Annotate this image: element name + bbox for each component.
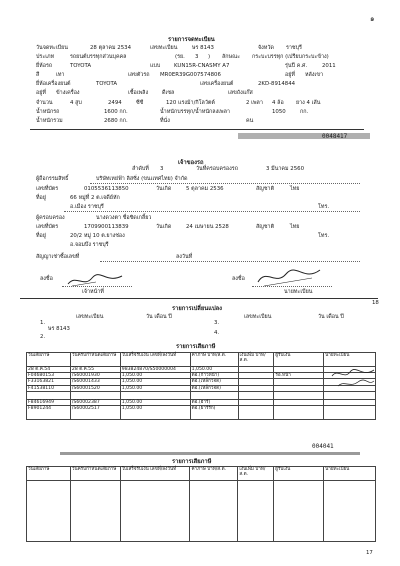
possessor-id-value: 1709900113839 — [84, 224, 129, 230]
tax-cell: 28 ต.ค.54 — [27, 367, 71, 373]
tax-table — [26, 352, 376, 420]
tax-header-due: วันครบกำหนดเสียภาษี — [70, 353, 120, 367]
reg-fuel-value: ดีเซล — [162, 90, 175, 96]
reg-wheels-value: 4 ล้อ — [272, 100, 284, 106]
officer-label: เจ้าหน้าที่ — [82, 289, 104, 295]
holder-id-label: เลขที่บัตร — [36, 186, 59, 192]
tax2-header-amount: ค่าภาษี บาท/ส.ต. — [190, 467, 238, 481]
tax2-cell — [70, 481, 120, 542]
reg-load-label: น้ำหนักบรรทุก/น้ำหนักลงเพลา — [160, 109, 230, 115]
contract-label: สัญญาเช่าซื้อเลขที่ — [36, 254, 80, 260]
possessor-id-label: เลขที่บัตร — [36, 224, 59, 230]
tax-cell: รอ.หน้า — [274, 373, 324, 379]
reg-style-value: กระบะบรรทุก (เปรียบกระบะข้าง) — [252, 54, 329, 60]
reg-date-label: วันจดทะเบียน — [36, 45, 68, 51]
tax-row — [27, 406, 376, 420]
tax-cell — [274, 391, 324, 399]
bottom-page-number: 17 — [366, 550, 373, 556]
scan-strip — [238, 133, 370, 139]
possessor-dob-value: 24 เมษายน 2528 — [186, 224, 229, 230]
reg-weight-value: 1600 กก. — [104, 109, 128, 115]
reg-engine-at-value: ข้างเครื่อง — [56, 90, 80, 96]
tax-cell: F8901244 — [27, 406, 71, 420]
reg-hp-value: 120 แรงม้า/กิโลวัตต์ — [166, 100, 215, 106]
reg-model-label: แบบ — [150, 63, 161, 69]
tax-header-receiver: ผู้รับเงิน — [274, 353, 324, 367]
tax2-cell — [324, 481, 376, 542]
tax-cell: ตอ.(ก้าวหน้า) — [190, 373, 238, 379]
changes-regno-label-1: เลขทะเบียน — [76, 314, 104, 320]
scan-number: 0048417 — [322, 133, 348, 140]
possessor-tel-label: โทร. — [318, 233, 330, 239]
possessor-addr-label: ที่อยู่ — [36, 233, 46, 239]
reg-at-value: หลังเขา — [305, 72, 324, 78]
holder-addr-underline — [64, 211, 360, 212]
tax-cell — [238, 406, 274, 420]
reg-engine-brand-label: ยี่ห้อเครื่องยนต์ — [36, 81, 71, 87]
tax-cell: 1,050.00 — [120, 399, 190, 405]
reg-fuel-label: เชื้อเพลิง — [128, 90, 149, 96]
tax-cell: /S60002387 — [70, 399, 120, 405]
changes-regno-label-2: เลขทะเบียน — [244, 314, 272, 320]
tax-cell: F84616949 — [27, 399, 71, 405]
tax-cell: 28 ต.ค.55 — [70, 367, 120, 373]
reg-cc-value: 2494 — [108, 100, 122, 106]
possessor-dob-label: วันเกิด — [156, 224, 172, 230]
holder-underline — [90, 183, 360, 184]
reg-style-label: ลักษณะ — [222, 54, 241, 60]
tax2-cell — [238, 481, 274, 542]
reg-load-unit: กก. — [300, 109, 309, 115]
reg-tank-label: เลขถังแก๊ส — [228, 90, 253, 96]
holder-addr-line1: 66 หมู่ที่ 2 ต.เจดีย์หัก — [70, 195, 120, 201]
reg-load-value: 1050 — [272, 109, 286, 115]
corner-mark: ๑ — [370, 15, 375, 23]
tax-header-amount: ค่าภาษี บาท/ส.ต. — [190, 353, 238, 367]
holder-tel-label: โทร. — [318, 204, 330, 210]
owner-date-label: วันที่ครอบครองรถ — [196, 166, 238, 172]
tax-title: รายการเสียภาษี — [176, 344, 216, 350]
holder-nat-value: ไทย — [290, 186, 300, 192]
mid-divider — [20, 298, 378, 299]
tax2-cell — [120, 481, 190, 542]
reg-at-label: อยู่ที่ — [285, 72, 295, 78]
tax2-header-receipt: ใบเสร็จรับเงิน เลขที่/ลงวันที่ — [120, 467, 190, 481]
tax2-header-due: วันครบกำหนดเสียภาษี — [70, 467, 120, 481]
reg-rs-label: (รย. — [175, 54, 185, 60]
right-mark: 18 — [372, 300, 379, 306]
reg-model-year-value: 2011 — [322, 63, 336, 69]
reg-brand-label: ยี่ห้อรถ — [36, 63, 53, 69]
reg-color-value: เทา — [56, 72, 65, 78]
tax-cell: 1,050.00 — [120, 373, 190, 379]
tax2-empty-row — [27, 481, 376, 542]
tax-header-row — [27, 353, 376, 367]
tax-cell: ตอ.(เหล็กวจด) — [190, 379, 238, 385]
possessor-nat-label: สัญชาติ — [256, 224, 275, 230]
tax-cell — [70, 391, 120, 399]
tax2-header-receiver: ผู้รับเงิน — [274, 467, 324, 481]
tax-cell: /S60001520 — [70, 385, 120, 391]
tax-cell: /S60001433 — [70, 379, 120, 385]
tax-cell: ตอ.(ยาร์รัก) — [190, 406, 238, 420]
reg-brand-value: TOYOTA — [70, 63, 92, 69]
reg-type-label: ประเภท — [36, 54, 55, 60]
reg-model-value: KUN15R-CNASMY A7 — [174, 63, 230, 69]
changes-item4-no: 4. — [214, 330, 220, 336]
reg-engine-at-label: อยู่ที่ — [36, 90, 46, 96]
tax-header-paid: วันเสียภาษี — [27, 353, 71, 367]
reg-engine-no-value: 2KD-8914844 — [258, 81, 296, 87]
reg-rs-value: 3 — [195, 54, 199, 60]
tax2-header-row — [27, 467, 376, 481]
sign-label-right: ลงชื่อ — [232, 276, 245, 282]
reg-gross-label: น้ำหนักรวม — [36, 118, 63, 124]
sign-label-left: ลงชื่อ — [40, 276, 53, 282]
reg-rs-close: ) — [208, 54, 211, 60]
officer-line — [62, 286, 132, 287]
reg-cyl-value: 4 สูบ — [70, 100, 82, 106]
holder-dob-value: 5 ตุลาคม 2536 — [186, 186, 224, 192]
changes-item1-no: 1. — [40, 320, 46, 326]
possessor-label: ผู้ครอบครอง — [36, 215, 65, 221]
tax2-cell — [27, 481, 71, 542]
tax-header-extra: เงินเพิ่ม บาท/ส.ต. — [238, 353, 274, 367]
contract-underline — [100, 261, 360, 262]
tax-cell — [190, 391, 238, 399]
tax-cell — [324, 406, 376, 420]
tax-cell — [324, 391, 376, 399]
tax2-cell — [274, 481, 324, 542]
reg-chassis-value: MR0ER39G007574806 — [160, 72, 221, 78]
tax-cell: 1,050.00 — [120, 379, 190, 385]
scan-number-2: 004041 — [312, 443, 334, 450]
holder-value: บริษัทเหย่ฟ้า ลิสซิ่ง (ขนเเทศไทย) จำกัด — [96, 176, 188, 182]
tax-cell: F33163821 — [27, 379, 71, 385]
tax2-header-extra: เงินเพิ่ม บาท/ส.ต. — [238, 467, 274, 481]
holder-dob-label: วันเกิด — [156, 186, 172, 192]
tax-cell: 983824870/S50000004 — [120, 367, 190, 373]
tax-header-registrar: นายทะเบียน — [324, 353, 376, 367]
holder-nat-label: สัญชาติ — [256, 186, 275, 192]
reg-color-label: สี — [36, 72, 40, 78]
reg-province-label: จังหวัด — [258, 45, 274, 51]
tax2-header-paid: วันเสียภาษี — [27, 467, 71, 481]
tax-cell: ตอ.(เหล็กวจด) — [190, 385, 238, 391]
changes-date-label-2: วัน เดือน ปี — [318, 314, 344, 320]
tax-cell: /S60001930 — [70, 373, 120, 379]
reg-model-year-label: รุ่นปี ค.ศ. — [285, 63, 308, 69]
reg-weight-label: น้ำหนักรถ — [36, 109, 60, 115]
owner-order-label: ลำดับที่ — [132, 166, 149, 172]
tax2-header-registrar: นายทะเบียน — [324, 467, 376, 481]
changes-item1-value: ษร 8143 — [48, 326, 70, 332]
reg-date-value: 28 ตุลาคม 2534 — [90, 45, 131, 51]
holder-addr-label: ที่อยู่ — [36, 195, 46, 201]
tax-header-receipt: ใบเสร็จรับเงิน เลขที่/ลงวันที่ — [120, 353, 190, 367]
reg-regno-label: เลขทะเบียน — [150, 45, 178, 51]
holder-label: ผู้ถือกรรมสิทธิ์ — [36, 176, 69, 182]
contract-date-label: ลงวันที่ — [176, 254, 193, 260]
possessor-nat-value: ไทย — [290, 224, 300, 230]
possessor-addr-line1: 20/2 หมู่ 10 ต.ยางช่อง — [70, 233, 125, 239]
tax2-table — [26, 466, 376, 542]
reg-chassis-label: เลขตัวรถ — [128, 72, 150, 78]
tax-cell — [120, 391, 190, 399]
reg-seat-unit: คน — [246, 118, 254, 124]
holder-addr-line2: อ.เมือง ราชบุรี — [70, 204, 104, 210]
reg-tires-value: ยาง 4 เส้น — [296, 100, 321, 106]
tax-cell: F41538110 — [27, 385, 71, 391]
officer-signature — [66, 270, 126, 290]
changes-item3-no: 3. — [214, 320, 220, 326]
tax-cell: /S60002517 — [70, 406, 120, 420]
registrar-line — [252, 286, 332, 287]
tax-cell — [27, 391, 71, 399]
reg-type-value: รถยนต์บรรทุกส่วนบุคคล — [70, 54, 127, 60]
holder-id-value: 0105536113850 — [84, 186, 129, 192]
section-divider — [30, 129, 364, 130]
tax2-title: รายการเสียภาษี — [172, 459, 212, 465]
reg-province-value: ราชบุรี — [286, 45, 302, 51]
owner-date-value: 3 มีนาคม 2560 — [266, 166, 305, 172]
possessor-addr-line2: อ.จอมบึง ราชบุรี — [70, 242, 109, 248]
tax-cell — [274, 406, 324, 420]
changes-item2-no: 2. — [40, 334, 46, 340]
reg-gross-value: 2680 กก. — [104, 118, 128, 124]
changes-title: รายการเปลี่ยนแปลง — [172, 306, 223, 312]
reg-cc-unit: ซีซี — [136, 100, 144, 106]
tax-cell — [238, 391, 274, 399]
tax-cell: 1,050.00 — [120, 385, 190, 391]
registration-title: รายการจดทะเบียน — [168, 37, 215, 43]
reg-engine-no-label: เลขเครื่องยนต์ — [200, 81, 234, 87]
tax-cell: 1,050.00 — [190, 367, 238, 373]
tax-cell: ตอ.(ฮาร์) — [190, 399, 238, 405]
tax-cell: 1,050.00 — [120, 406, 190, 420]
reg-axles-value: 2 เพลา — [246, 100, 263, 106]
tax-cell: F04680153 — [27, 373, 71, 379]
reg-seat-label: ที่นั่ง — [160, 118, 170, 124]
reg-engine-brand-value: TOYOTA — [96, 81, 118, 87]
scan-strip-2 — [60, 452, 360, 455]
receiver-signature-2 — [336, 378, 376, 390]
reg-regno-value: ษร 8143 — [192, 45, 214, 51]
owner-title: เจ้าของรถ — [178, 160, 204, 166]
reg-cyl-label: จำนวน — [36, 100, 53, 106]
changes-date-label-1: วัน เดือน ปี — [146, 314, 172, 320]
registrar-label: นายทะเบียน — [284, 289, 313, 295]
tax2-cell — [190, 481, 238, 542]
possessor-value: นางดวงตา ชื่อชิดเกลี้ยว — [96, 215, 152, 221]
owner-order-value: 3 — [160, 166, 164, 172]
tax-row — [27, 391, 376, 399]
